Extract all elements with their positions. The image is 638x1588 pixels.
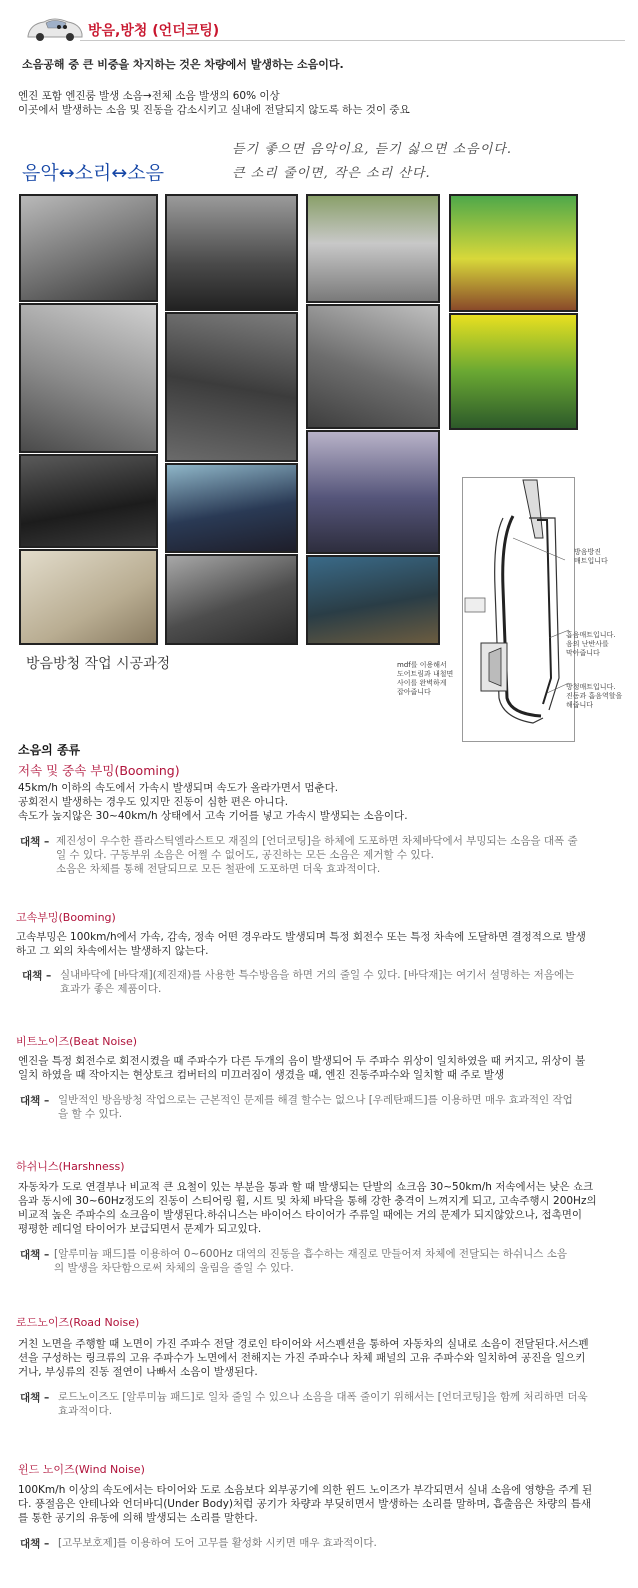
booming-low-countermeasure-label: 대책 –: [20, 836, 50, 848]
section-booming-low-title: 저속 및 중속 부밍(Booming): [18, 763, 180, 778]
section-road-noise-title: 로드노이즈(Road Noise): [16, 1316, 140, 1329]
note-absorb-line: 음의 난반사를: [566, 640, 609, 648]
note-rust-line: 진동과 흡음역할을: [566, 692, 623, 700]
photo-trunk-2: [306, 430, 440, 554]
road-noise-countermeasure-line: 효과적이다.: [58, 1405, 113, 1417]
page-title: 방음,방청 (언더코팅): [88, 23, 220, 39]
road-noise-countermeasure-line: 로드노이즈도 [알루미늄 패드]로 일차 줄일 수 있으나 소음을 대폭 줄이기 위해서는 [언더코팅]을 함께 처리하면 더욱: [58, 1391, 588, 1403]
gallery-caption: 방음방청 작업 시공과정: [26, 656, 171, 672]
photo-floor-1: [165, 194, 298, 311]
photo-worker: [306, 555, 440, 645]
road-noise-line: 거나, 부싱류의 진동 절연이 나빠서 소음이 발생된다.: [18, 1366, 258, 1378]
harshness-countermeasure-line: [알루미늄 패드]를 이용하여 0~600Hz 대역의 진동을 흡수하는 재질로 만들어져 차체에 전달되는 하쉬니스 소음: [54, 1248, 568, 1260]
note-left-line: 사이를 완벽하게: [397, 679, 447, 687]
note-absorb-line: 막아줍니다: [566, 649, 600, 657]
intro-line-2: 이곳에서 발생하는 소음 및 진동을 감소시키고 실내에 전달되지 않도록 하는 것이 중요: [18, 104, 410, 116]
note-rust-line: 방청매트입니다.: [566, 683, 616, 691]
section-wind-noise-title: 윈드 노이즈(Wind Noise): [18, 1463, 145, 1476]
photo-door-mat: [19, 454, 158, 548]
intro-line-1: 엔진 포함 엔진룸 발생 소음→전체 소음 발생의 60% 이상: [18, 90, 280, 102]
harshness-line: 평평한 레디얼 타이어가 보급되면서 문제가 되고있다.: [18, 1223, 262, 1235]
note-left-line: 잡아줍니다: [397, 688, 431, 696]
slogan-heading: 음악↔소리↔소음: [22, 162, 164, 184]
beat-noise-countermeasure-label: 대책 –: [20, 1095, 50, 1107]
booming-high-line: 고속부밍은 100km/h에서 가속, 감속, 정속 어떤 경우라도 발생되며 특정 회전수 또는 특정 차속에 도달하면 결정적으로 발생: [16, 931, 586, 943]
wind-noise-countermeasure-line: [고무보호제]를 이용하여 도어 고무를 활성화 시키면 매우 효과적이다.: [58, 1537, 377, 1549]
booming-low-countermeasure-line: 소음은 차체를 통해 전달되므로 모든 철판에 도포하면 더욱 효과적이다.: [56, 863, 381, 875]
wind-noise-line: 를 통한 공기의 유동에 의해 발생되는 소리를 말한다.: [18, 1512, 258, 1524]
section-harshness-title: 하쉬니스(Harshness): [16, 1160, 125, 1173]
slogan-handwriting-2: 큰 소리 줄이면, 작은 소리 산다.: [232, 166, 431, 181]
booming-low-countermeasure-line: 제진성이 우수한 플라스틱엘라스트모 재질의 [언더코팅]을 하체에 도포하면 차체바닥에서 부밍되는 소음을 대폭 줄: [56, 835, 578, 847]
road-noise-countermeasure-label: 대책 –: [20, 1392, 50, 1404]
note-mat-line: 매트입니다: [574, 557, 608, 565]
harshness-line: 자동차가 도로 연결부나 비교적 큰 요철이 있는 부분을 통과 할 때 발생되는 단발의 쇼크음 30~50km/h 저속에서는 낮은 쇼크: [18, 1181, 594, 1193]
note-left: [397, 661, 453, 697]
road-noise-line: 션을 구성하는 링크류의 고유 주파수가 노면에서 전해지는 가진 주파수나 차체 패널의 고유 주파수와 일치하여 공진을 일으키: [18, 1352, 586, 1364]
beat-noise-line: 일치 하였을 때 작아지는 현상토크 컴버터의 미끄러짐이 생겼을 때, 엔진 진동주파수와 일치할 때 주로 발생: [18, 1069, 505, 1081]
note-absorb: [566, 631, 616, 658]
section-booming-high-title: 고속부밍(Booming): [16, 911, 116, 924]
booming-low-line: 속도가 높지않은 30~40km/h 상태에서 고속 기어를 넣고 가속시 발생되는 소음이다.: [18, 810, 408, 822]
intro-lead: 소음공해 중 큰 비중을 차지하는 것은 차량에서 발생하는 소음이다.: [22, 58, 344, 71]
wind-noise-line: 100Km/h 이상의 속도에서는 타이어와 도로 소음보다 외부공기에 의한 윈드 노이즈가 부각되면서 실내 소음에 영향을 주게 된: [18, 1484, 593, 1496]
wind-noise-line: 다. 풍절음은 안테나와 언더바디(Under Body)처럼 공기가 차량과 부딪히면서 발생하는 소리를 말하며, 흡출음은 차량의 틈새: [18, 1498, 591, 1510]
booming-low-line: 45km/h 이하의 속도에서 가속시 발생되며 속도가 올라가면서 멈춘다.: [18, 782, 339, 794]
note-rust-line: 해줍니다: [566, 701, 594, 709]
photo-undercoating-product: [449, 194, 578, 312]
door-cross-section-diagram: [462, 477, 575, 742]
noise-types-title: 소음의 종류: [18, 743, 81, 757]
road-noise-line: 거친 노면을 주행할 때 노면이 가진 주파수 전달 경로인 타이어와 서스펜션을 통하여 자동차의 실내로 소음이 전달된다.서스펜: [18, 1338, 589, 1350]
harshness-line: 음과 동시에 30~60Hz정도의 진동이 스티어링 휠, 시트 및 차체 바닥을 통해 강한 충격이 느껴지게 되고, 고속주행시 200Hz의: [18, 1195, 597, 1207]
section-beat-noise-title: 비트노이즈(Beat Noise): [16, 1035, 138, 1048]
wind-noise-countermeasure-label: 대책 –: [20, 1538, 50, 1550]
photo-car-front: [306, 194, 440, 303]
harshness-countermeasure-line: 의 발생을 차단함으로써 차체의 울림을 줄일 수 있다.: [54, 1262, 294, 1274]
note-absorb-line: 흡음매트입니다.: [566, 631, 616, 639]
photo-floor-4: [165, 554, 298, 645]
harshness-line: 비교적 높은 주파수의 쇼크음이 발생된다.하쉬니스는 바이어스 타이어가 주류일 때에는 거의 문제가 되지않았으나, 접촉면이: [18, 1209, 583, 1221]
note-left-line: mdf를 이용해서: [397, 661, 447, 669]
photo-trunk-1: [306, 304, 440, 429]
photo-door-panel-2: [19, 303, 158, 453]
note-mat: [574, 548, 608, 566]
booming-high-countermeasure-line: 효과가 좋은 제품이다.: [60, 983, 162, 995]
beat-noise-countermeasure-line: 일반적인 방음방청 작업으로는 근본적인 문제를 해결 할수는 없으나 [우레탄패드]를 이용하면 매우 효과적인 작업: [58, 1094, 573, 1106]
photo-door-panel-1: [19, 194, 158, 302]
slogan-handwriting-1: 듣기 좋으면 음악이요, 듣기 싫으면 소음이다.: [232, 142, 512, 157]
note-mat-line: 방음방진: [574, 548, 602, 556]
beat-noise-line: 엔진을 특정 회전수로 회전시켰을 때 주파수가 다른 두개의 음이 발생되어 두 주파수 위상이 일치하였을 때 커지고, 위상이 불: [18, 1055, 586, 1067]
photo-door-trim: [19, 549, 158, 645]
car-logo-icon: [24, 14, 84, 42]
door-diagram-drawing: [463, 478, 574, 741]
page-header: [0, 0, 638, 46]
booming-high-countermeasure-line: 실내바닥에 [바닥재](제진재)를 사용한 특수방음을 하면 거의 줄일 수 있다. [바닥재]는 여기서 설명하는 저음에는: [60, 969, 575, 981]
beat-noise-countermeasure-line: 을 할 수 있다.: [58, 1108, 123, 1120]
note-rust: [566, 683, 622, 710]
harshness-countermeasure-label: 대책 –: [20, 1249, 50, 1261]
note-left-line: 도어트림과 내철면: [397, 670, 454, 678]
booming-low-line: 공회전시 발생하는 경우도 있지만 진동이 심한 편은 아니다.: [18, 796, 289, 808]
booming-low-countermeasure-line: 일 수 있다. 구동부위 소음은 어쩔 수 없어도, 공진하는 모든 소음은 제거할 수 있다.: [56, 849, 434, 861]
photo-floor-2: [165, 312, 298, 462]
booming-high-countermeasure-label: 대책 –: [22, 970, 52, 982]
header-divider: [80, 40, 625, 41]
photo-floor-3: [165, 463, 298, 553]
booming-high-line: 하고 그 외의 차속에서는 발생하지 않는다.: [16, 945, 209, 957]
photo-undercoating-spray: [449, 313, 578, 430]
